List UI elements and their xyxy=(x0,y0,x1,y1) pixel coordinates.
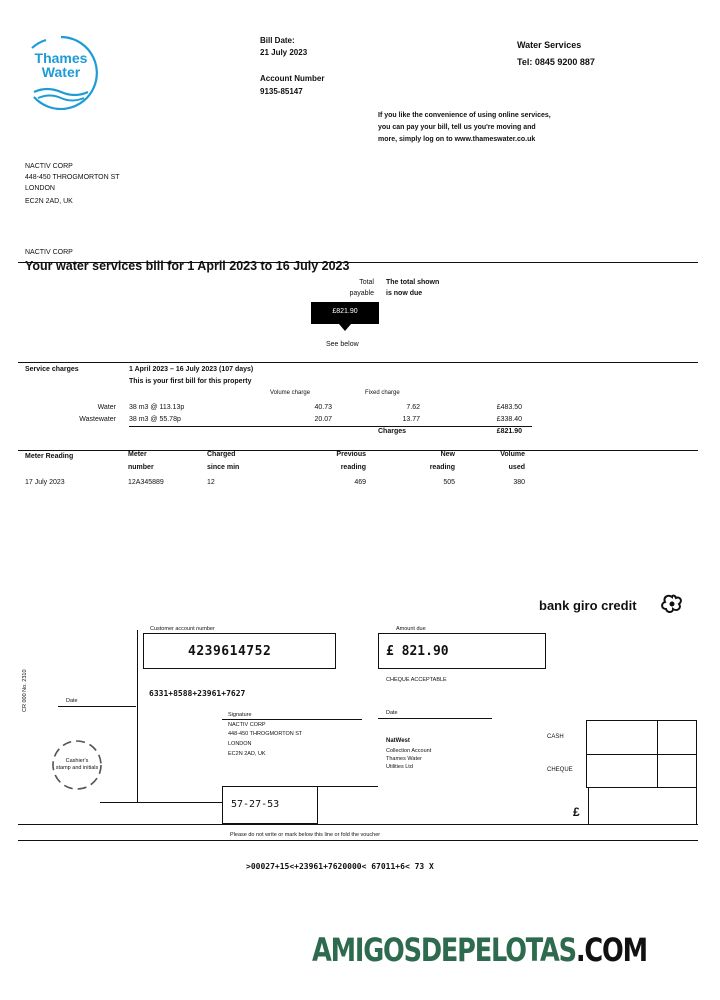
giro-title: bank giro credit xyxy=(539,598,637,613)
bill-date-label: Bill Date: xyxy=(260,36,295,45)
giro-symbol-icon xyxy=(659,594,685,614)
charges-total: £821.90 xyxy=(496,428,522,435)
date-label-left: Date xyxy=(66,698,78,704)
meter-row-charged: 12 xyxy=(207,479,215,486)
voucher-rule xyxy=(18,824,698,825)
cheque-acceptable: CHEQUE ACCEPTABLE xyxy=(386,677,447,683)
volume-used-header-1: Volume xyxy=(500,451,525,458)
bill-date: 21 July 2023 xyxy=(260,48,308,57)
title-rule xyxy=(18,262,698,263)
logo-text-thames: Thames xyxy=(34,50,88,66)
giro-lower-rule xyxy=(100,802,222,803)
watermark-main: AMIGOSDEPELOTAS xyxy=(312,931,576,969)
addressee: NACTIV CORP xyxy=(25,249,73,256)
total-note-1: The total shown xyxy=(386,279,440,286)
cash-grid-horizontal xyxy=(586,754,697,755)
service-name: Water Services xyxy=(517,40,582,50)
wastewater-row-detail: 38 m3 @ 55.78p xyxy=(129,416,181,423)
cheque-label: CHEQUE xyxy=(547,767,573,773)
bill-title: Your water services bill for 1 April 2023 to 16 July 2023 xyxy=(25,259,350,273)
pound-box xyxy=(588,788,697,825)
charged-header-2: since min xyxy=(207,464,240,471)
date-line-right xyxy=(378,718,492,719)
charges-rule xyxy=(129,426,532,427)
online-message-line-1: If you like the convenience of using online services, xyxy=(378,112,551,119)
water-row-fixed: 7.62 xyxy=(406,404,420,411)
online-message-line-3: more, simply log on to www.thameswater.co.uk xyxy=(378,136,536,143)
service-first-bill: This is your first bill for this property xyxy=(129,378,252,385)
total-amount: £821.90 xyxy=(332,308,358,315)
bank-line-3: Utilities Ltd xyxy=(386,764,413,770)
bank-name: NatWest xyxy=(386,738,410,744)
address-line-2: 448-450 THROGMORTON ST xyxy=(25,174,120,181)
new-header-2: reading xyxy=(429,464,455,471)
meter-row-date: 17 July 2023 xyxy=(25,479,65,486)
charged-header-1: Charged xyxy=(207,451,236,458)
amount-due-label: Amount due xyxy=(396,626,426,632)
bank-line-2: Thames Water xyxy=(386,756,422,762)
new-header-1: New xyxy=(440,451,455,458)
wastewater-row-total: £338.40 xyxy=(496,416,522,423)
meter-row-previous: 469 xyxy=(354,479,366,486)
see-below: See below xyxy=(326,341,359,348)
meter-reading-header: Meter Reading xyxy=(25,453,74,460)
amount-due: £ 821.90 xyxy=(386,644,449,659)
account-number-label: Account Number xyxy=(260,74,325,83)
sort-code-box xyxy=(222,786,318,824)
online-message-line-2: you can pay your bill, tell us you're moving and xyxy=(378,124,536,131)
volume-used-header-2: used xyxy=(508,464,525,471)
sort-code: 57-27-53 xyxy=(231,799,280,810)
watermark xyxy=(312,922,647,978)
payer-line-2: 448-450 THROGMORTON ST xyxy=(228,731,303,737)
water-row-name: Water xyxy=(97,404,116,411)
service-label: Service charges xyxy=(25,366,79,373)
fixed-charge-header: Fixed charge xyxy=(365,390,400,396)
address-line-1: NACTIV CORP xyxy=(25,163,73,170)
wastewater-row-fixed: 13.77 xyxy=(402,416,420,423)
cash-label: CASH xyxy=(547,734,564,740)
previous-header-2: reading xyxy=(340,464,366,471)
signature-label: Signature xyxy=(228,712,252,718)
pound-sign: £ xyxy=(573,805,580,819)
wastewater-row-name: Wastewater xyxy=(79,416,116,423)
voucher-warning: Please do not write or mark below this line or fold the voucher xyxy=(230,832,381,838)
wastewater-row-volume: 20.07 xyxy=(314,416,332,423)
account-number: 9135-85147 xyxy=(260,87,303,96)
service-phone: Tel: 0845 9200 887 xyxy=(517,57,595,67)
water-row-volume: 40.73 xyxy=(314,404,332,411)
date-label-right: Date xyxy=(386,710,398,716)
address-line-3: LONDON xyxy=(25,185,55,192)
signature-line xyxy=(222,719,362,720)
amount-due-box xyxy=(378,633,546,669)
micr-line: >00027+15<+23961+7620000< 67011+6< 73 X xyxy=(246,862,434,871)
date-line-left xyxy=(58,706,136,707)
voucher-rule-lower xyxy=(18,840,698,841)
customer-account-box xyxy=(143,633,336,669)
giro-left-divider xyxy=(137,630,138,802)
charges-label: Charges xyxy=(378,428,407,435)
payer-line-4: EC2N 2AD, UK xyxy=(228,751,266,757)
previous-header-1: Previous xyxy=(336,451,366,458)
total-label-2: payable xyxy=(349,290,374,297)
meter-number-header-2: number xyxy=(128,464,154,471)
total-label-1: Total xyxy=(359,279,374,286)
reference-code: 6331+8588+23961+7627 xyxy=(149,689,246,698)
cashier-stamp xyxy=(51,739,103,791)
water-row-detail: 38 m3 @ 113.13p xyxy=(129,404,185,411)
total-note-2: is now due xyxy=(386,290,423,297)
logo-text-water: Water xyxy=(41,64,81,80)
volume-charge-header: Volume charge xyxy=(270,390,311,396)
total-pointer-icon xyxy=(339,324,351,331)
total-amount-box xyxy=(311,302,379,324)
watermark-suffix: .COM xyxy=(575,931,647,969)
stamp-text-1: Cashier's xyxy=(65,758,89,764)
customer-account-number: 4239614752 xyxy=(188,644,272,659)
water-row-total: £483.50 xyxy=(496,404,522,411)
payer-line-1: NACTIV CORP xyxy=(228,722,266,728)
meter-row-number: 12A345889 xyxy=(128,479,164,486)
stamp-text-2: stamp and initials xyxy=(55,765,99,771)
service-rule xyxy=(18,362,698,363)
customer-account-label: Customer account number xyxy=(150,626,215,632)
payer-line-3: LONDON xyxy=(228,741,252,747)
address-line-4: EC2N 2AD, UK xyxy=(25,198,73,205)
meter-row-new: 505 xyxy=(443,479,455,486)
bank-line-1: Collection Account xyxy=(386,748,432,754)
side-code: CR 000 No. 2310 xyxy=(22,669,28,712)
service-period: 1 April 2023 – 16 July 2023 (107 days) xyxy=(129,366,254,373)
thames-water-logo xyxy=(22,34,100,110)
meter-number-header-1: Meter xyxy=(128,451,147,458)
meter-row-used: 380 xyxy=(513,479,525,486)
